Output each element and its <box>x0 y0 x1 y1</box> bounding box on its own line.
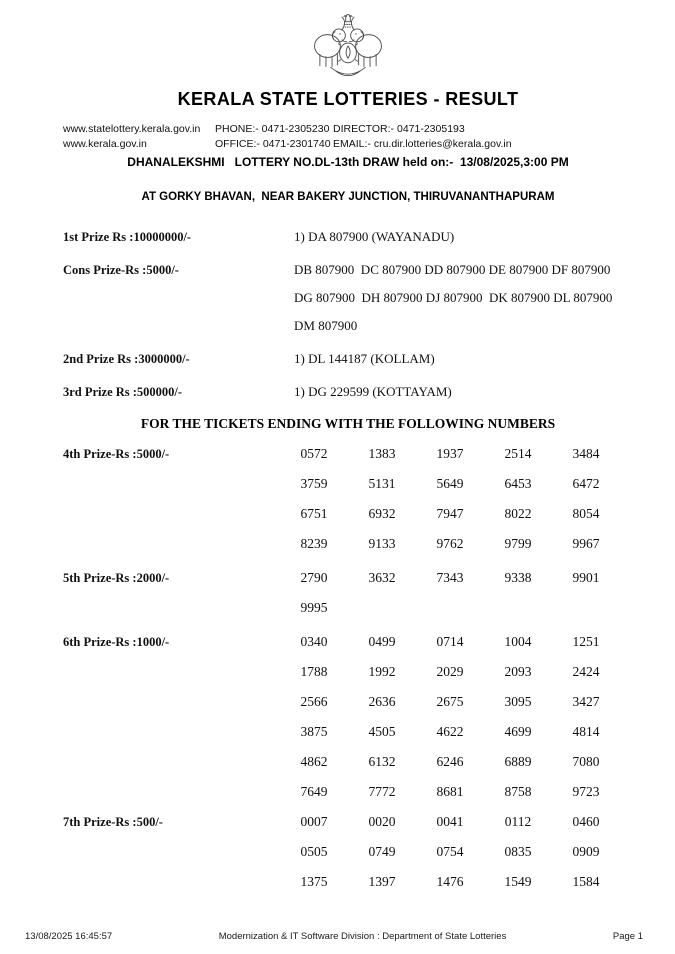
website-statelottery: www.statelottery.kerala.gov.in <box>63 123 201 135</box>
ticket-number: 1584 <box>572 874 600 889</box>
ticket-number: 3427 <box>572 694 600 709</box>
winning-ticket-line: 1) DL 144187 (KOLLAM) <box>294 351 435 366</box>
ticket-number-row <box>280 867 620 897</box>
ticket-number: 2636 <box>368 694 396 709</box>
website-kerala: www.kerala.gov.in <box>63 138 147 150</box>
prize-label: 2nd Prize Rs :3000000/- <box>63 352 190 366</box>
ticket-number-grid <box>280 439 620 559</box>
ticket-number: 7772 <box>368 784 396 799</box>
prize-row <box>63 256 633 340</box>
ticket-number-grid <box>280 563 620 623</box>
ending-numbers-heading: FOR THE TICKETS ENDING WITH THE FOLLOWING NUMBERS <box>140 416 556 431</box>
ticket-number: 1937 <box>436 446 464 461</box>
ticket-number: 2029 <box>436 664 464 679</box>
ticket-number: 1397 <box>368 874 396 889</box>
ticket-number: 0007 <box>300 814 328 829</box>
print-timestamp: 13/08/2025 16:45:57 <box>25 931 113 942</box>
ticket-number-row <box>280 717 620 747</box>
ticket-number: 6132 <box>368 754 396 769</box>
ticket-number: 8022 <box>504 506 532 521</box>
winning-ticket-line: DG 807900 DH 807900 DJ 807900 DK 807900 DL 807900 <box>294 290 613 305</box>
ticket-number: 6453 <box>504 476 532 491</box>
ending-prize-section <box>63 627 633 807</box>
ticket-number: 2675 <box>436 694 464 709</box>
ticket-number: 9338 <box>504 570 532 585</box>
ending-prize-section <box>63 439 633 559</box>
ticket-number: 9133 <box>368 536 396 551</box>
page-title: KERALA STATE LOTTERIES - RESULT <box>177 89 519 109</box>
prize-label: 4th Prize-Rs :5000/- <box>63 447 170 461</box>
ticket-number-row <box>280 499 620 529</box>
director-number: DIRECTOR:- 0471-2305193 <box>333 123 465 135</box>
draw-venue: AT GORKY BHAVAN, NEAR BAKERY JUNCTION, THIRUVANANTHAPURAM <box>141 191 555 203</box>
ticket-number: 8681 <box>436 784 464 799</box>
ticket-number: 3759 <box>300 476 328 491</box>
ticket-number: 2514 <box>504 446 532 461</box>
ticket-number: 8054 <box>572 506 600 521</box>
prize-winners <box>294 345 633 373</box>
ticket-number: 0340 <box>300 634 328 649</box>
ticket-number: 9799 <box>504 536 532 551</box>
ticket-number: 4699 <box>504 724 532 739</box>
ticket-number-row <box>280 469 620 499</box>
ticket-number: 0499 <box>368 634 396 649</box>
ticket-number: 7343 <box>436 570 464 585</box>
ticket-number: 0714 <box>436 634 464 649</box>
ticket-number: 0909 <box>572 844 600 859</box>
winning-ticket-line: 1) DG 229599 (KOTTAYAM) <box>294 384 452 399</box>
ticket-number: 0505 <box>300 844 328 859</box>
ticket-number-row <box>280 593 620 623</box>
division-note: Modernization & IT Software Division : Department of State Lotteries <box>218 931 507 942</box>
ticket-number: 4862 <box>300 754 328 769</box>
prize-label: 3rd Prize Rs :500000/- <box>63 385 183 399</box>
kerala-government-emblem-icon <box>63 6 633 84</box>
ticket-number-row <box>280 777 620 807</box>
ticket-number: 4622 <box>436 724 464 739</box>
ticket-number-row <box>280 807 620 837</box>
ticket-number: 9967 <box>572 536 600 551</box>
ticket-number-row <box>280 837 620 867</box>
prize-winners <box>294 223 633 251</box>
prize-winners <box>294 256 633 340</box>
prize-label: Cons Prize-Rs :5000/- <box>63 263 179 277</box>
prize-label: 7th Prize-Rs :500/- <box>63 815 163 829</box>
ticket-number: 2424 <box>572 664 600 679</box>
winning-ticket-line: DM 807900 <box>294 318 358 333</box>
ticket-number: 0460 <box>572 814 600 829</box>
ticket-number: 0112 <box>504 814 532 829</box>
email-address: EMAIL:- cru.dir.lotteries@kerala.gov.in <box>333 138 512 150</box>
ticket-number-grid <box>280 627 620 807</box>
ticket-number-row <box>280 563 620 593</box>
ticket-number: 7649 <box>300 784 328 799</box>
ticket-number: 6932 <box>368 506 396 521</box>
ticket-number: 9995 <box>300 600 328 615</box>
prize-label: 1st Prize Rs :10000000/- <box>63 230 192 244</box>
ticket-number: 1004 <box>504 634 532 649</box>
ticket-number: 0835 <box>504 844 532 859</box>
draw-title: DHANALEKSHMI LOTTERY NO.DL-13th DRAW held on:- 13/08/2025,3:00 PM <box>127 155 569 169</box>
ticket-number-row <box>280 627 620 657</box>
ticket-number: 2093 <box>504 664 532 679</box>
ticket-number: 3484 <box>572 446 600 461</box>
ticket-number: 0572 <box>300 446 328 461</box>
ticket-number: 1251 <box>572 634 600 649</box>
top-prizes-section <box>63 223 633 406</box>
ticket-number: 1383 <box>368 446 396 461</box>
ticket-number: 1476 <box>436 874 464 889</box>
ticket-number-row <box>280 439 620 469</box>
ticket-number: 9723 <box>572 784 600 799</box>
ticket-number-grid <box>280 807 620 897</box>
ticket-number: 3632 <box>368 570 396 585</box>
ticket-number: 3875 <box>300 724 328 739</box>
ticket-number: 2790 <box>300 570 328 585</box>
ticket-number: 1549 <box>504 874 532 889</box>
page-footer <box>25 931 643 942</box>
ticket-number: 6889 <box>504 754 532 769</box>
ticket-number: 2566 <box>300 694 328 709</box>
ticket-number-row <box>280 747 620 777</box>
ticket-number-row <box>280 687 620 717</box>
office-number: OFFICE:- 0471-2301740 <box>215 138 331 150</box>
ticket-number: 9762 <box>436 536 464 551</box>
prize-label: 5th Prize-Rs :2000/- <box>63 571 170 585</box>
ticket-number: 4505 <box>368 724 396 739</box>
ticket-number: 6751 <box>300 506 328 521</box>
ending-prize-section <box>63 563 633 623</box>
ticket-number: 0020 <box>368 814 396 829</box>
ticket-number: 7947 <box>436 506 464 521</box>
contact-row-1 <box>63 122 633 137</box>
ticket-number: 8758 <box>504 784 532 799</box>
ticket-number: 4814 <box>572 724 600 739</box>
ticket-number: 5131 <box>368 476 396 491</box>
ticket-number: 9901 <box>572 570 600 585</box>
ticket-number: 0749 <box>368 844 396 859</box>
ticket-number: 1375 <box>300 874 328 889</box>
phone-number: PHONE:- 0471-2305230 <box>215 123 330 135</box>
ticket-number: 0754 <box>436 844 464 859</box>
ticket-number: 1992 <box>368 664 396 679</box>
ticket-number: 6246 <box>436 754 464 769</box>
ticket-number: 5649 <box>436 476 464 491</box>
winning-ticket-line: 1) DA 807900 (WAYANADU) <box>294 229 455 244</box>
ticket-number: 8239 <box>300 536 328 551</box>
ticket-number: 0041 <box>436 814 464 829</box>
ticket-number: 7080 <box>572 754 600 769</box>
prize-row <box>63 378 633 406</box>
page-number: Page 1 <box>612 931 643 942</box>
contact-info <box>63 122 633 152</box>
prize-row <box>63 345 633 373</box>
ticket-number: 3095 <box>504 694 532 709</box>
ticket-number-row <box>280 529 620 559</box>
prize-label: 6th Prize-Rs :1000/- <box>63 635 170 649</box>
ending-prize-section <box>63 807 633 897</box>
winning-ticket-line: DB 807900 DC 807900 DD 807900 DE 807900 DF 807900 <box>294 262 611 277</box>
ticket-number-row <box>280 657 620 687</box>
contact-row-2 <box>63 137 633 152</box>
ticket-number: 6472 <box>572 476 600 491</box>
ending-prizes-section <box>63 439 633 897</box>
ticket-number: 1788 <box>300 664 328 679</box>
prize-row <box>63 223 633 251</box>
prize-winners <box>294 378 633 406</box>
